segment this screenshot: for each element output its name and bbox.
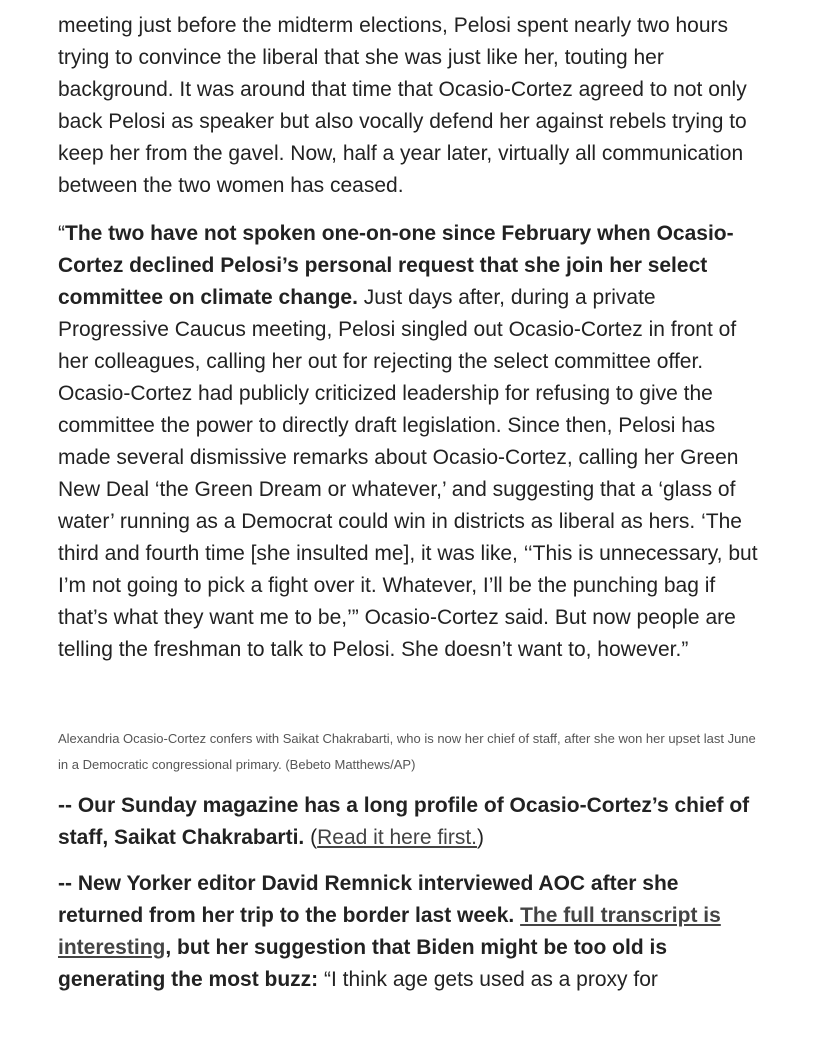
news-item-bold-mid: , but her suggestion that Biden might be too old is generating the most buzz: <box>58 936 668 991</box>
paragraph <box>58 10 768 202</box>
quote-body: Just days after, during a private Progressive Caucus meeting, Pelosi singled out Ocasio-Cortez in front of her colleagues, calling her out for rejecting the select committee offer. Ocasio-Cortez had publicly criticized leadership for refusing to give the committee the power to directly draft legislation. Since then, Pelosi has made several dismissive remarks about Ocasio-Cortez, calling her Green New Deal ‘the Green Dream or whatever,’ and suggesting that a ‘glass of water’ running as a Democrat could win in districts as liberal as hers. ‘The third and fourth time [she insulted me], it was like, ‘‘This is unnecessary, but I’m not going to pick a fight over it. Whatever, I’ll be the punching bag if that’s what they want me to be,’” Ocasio-Cortez said. But now people are telling the freshman to talk to Pelosi. She doesn’t want to, however.” <box>58 286 758 661</box>
read-it-here-link[interactable]: Read it here first. <box>317 826 478 849</box>
photo-caption: Alexandria Ocasio-Cortez confers with Saikat Chakrabarti, who is now her chief of staff, after she won her upset last June in a Democratic congressional primary. (Bebeto Matthews/AP) <box>58 731 756 772</box>
open-paren: ( <box>310 826 318 849</box>
full-transcript-link-text: The full transcript is interesting <box>58 904 721 959</box>
news-item <box>58 790 768 854</box>
news-item-bold: -- Our Sunday magazine has a long profile of Ocasio-Cortez’s chief of staff, Saikat Chakrabarti. <box>58 794 750 849</box>
article-body <box>58 10 768 1010</box>
close-paren: ) <box>477 826 485 849</box>
paragraph-text: meeting just before the midterm elections, Pelosi spent nearly two hours trying to convince the liberal that she was just like her, touting her background. It was around that time that Ocasio-Cortez agreed to not only back Pelosi as speaker but also vocally defend her against rebels trying to keep her from the gavel. Now, half a year later, virtually all communication between the two women has ceased. <box>58 14 747 197</box>
news-item <box>58 868 768 996</box>
news-item-rest: “I think age gets used as a proxy for <box>318 968 658 991</box>
news-item-bold-lead: -- New Yorker editor David Remnick interviewed AOC after she returned from her trip to the border last week. <box>58 872 679 927</box>
quote-paragraph <box>58 218 768 666</box>
quote-bold-lead: The two have not spoken one-on-one since February when Ocasio-Cortez declined Pelosi’s personal request that she join her select committee on climate change. <box>58 222 734 309</box>
quote-open-mark: “ <box>58 222 65 245</box>
